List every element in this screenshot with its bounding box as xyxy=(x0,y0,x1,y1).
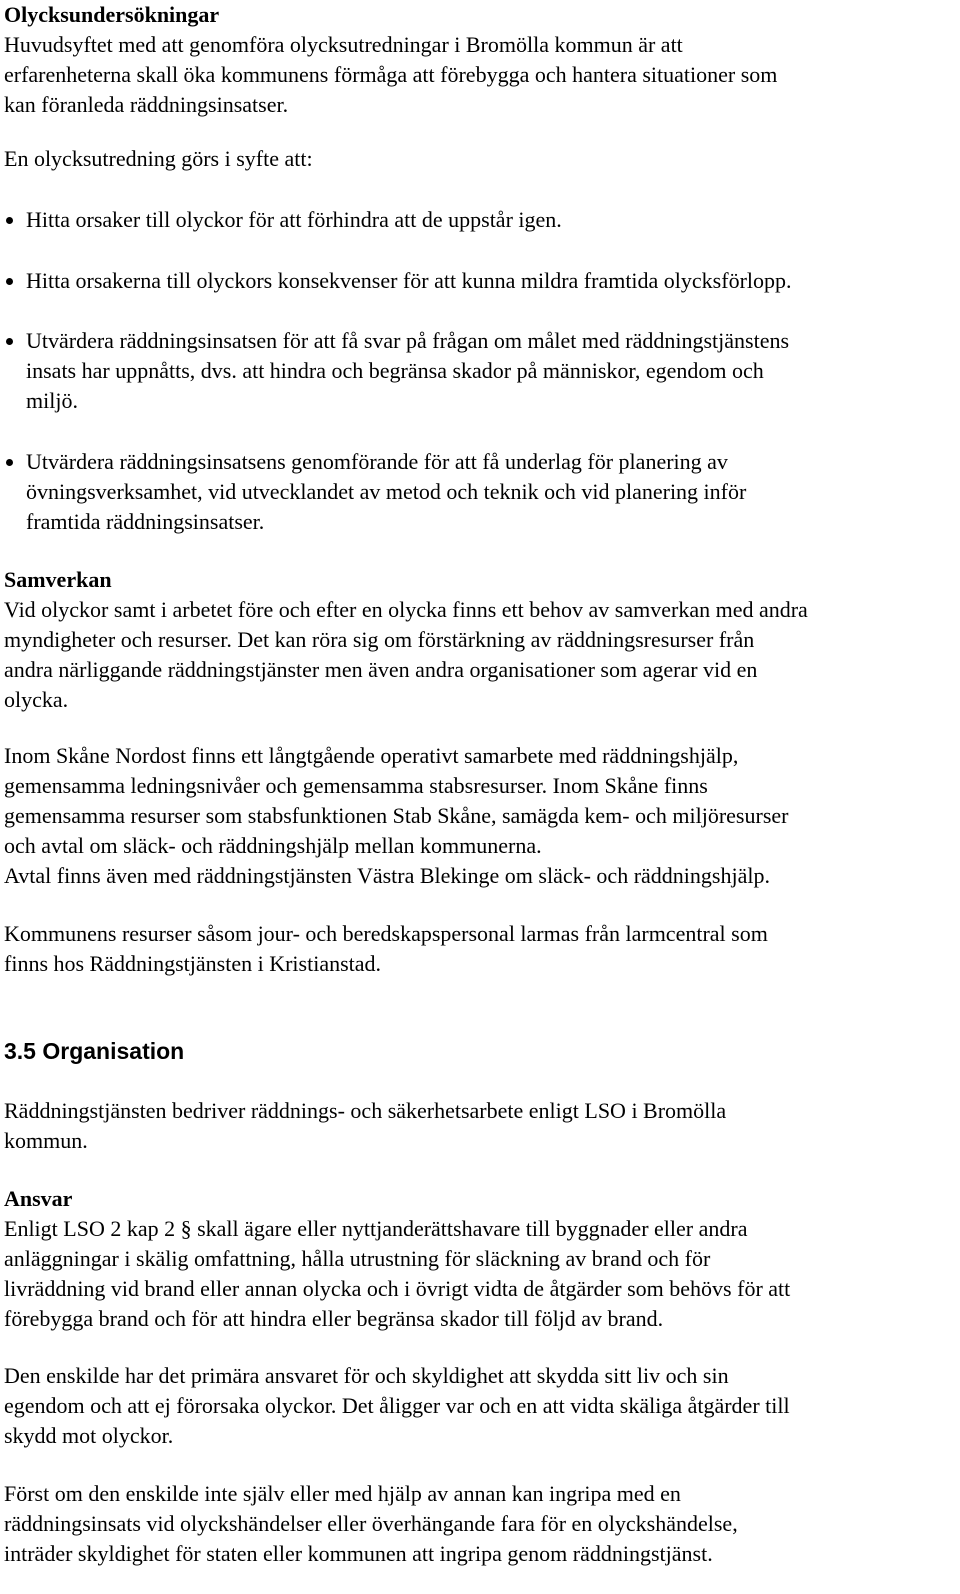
section-olycksundersokningar xyxy=(4,0,954,120)
paragraph-line: kommun. xyxy=(4,1128,88,1153)
paragraph-line: skydd mot olyckor. xyxy=(4,1423,174,1448)
paragraph-line: anläggningar i skälig omfattning, hålla utrustning för släckning av brand och för xyxy=(4,1246,711,1271)
section-heading: Samverkan xyxy=(4,567,112,592)
paragraph-line: andra närliggande räddningstjänster men även andra organisationer som agerar vid en xyxy=(4,657,758,682)
paragraph-line: Huvudsyftet med att genomföra olycksutredningar i Bromölla kommun är att xyxy=(4,32,683,57)
paragraph-line: Kommunens resurser såsom jour- och beredskapspersonal larmas från larmcentral som xyxy=(4,921,768,946)
list-item-line: Hitta orsakerna till olyckors konsekvenser för att kunna mildra framtida olycksförlopp. xyxy=(26,268,792,293)
paragraph xyxy=(4,144,954,174)
paragraph-line: egendom och att ej förorsaka olyckor. Det åligger var och en att vidta skäliga åtgärder till xyxy=(4,1393,790,1418)
paragraph-line: Först om den enskilde inte själv eller med hjälp av annan kan ingripa med en xyxy=(4,1481,681,1506)
paragraph-line: livräddning vid brand eller annan olycka och i övrigt vidta de åtgärder som behövs för att xyxy=(4,1276,791,1301)
bullet-icon xyxy=(4,205,22,235)
paragraph-line: myndigheter och resurser. Det kan röra sig om förstärkning av räddningsresurser från xyxy=(4,627,755,652)
paragraph-line: Avtal finns även med räddningstjänsten Västra Blekinge om släck- och räddningshjälp. xyxy=(4,863,770,888)
paragraph-line: förebygga brand och för att hindra eller begränsa skador till följd av brand. xyxy=(4,1306,664,1331)
paragraph xyxy=(4,1479,954,1569)
paragraph-line: inträder skyldighet för staten eller kommunen att ingripa genom räddningstjänst. xyxy=(4,1541,713,1566)
list-item-line: miljö. xyxy=(26,388,78,413)
paragraph-line: Vid olyckor samt i arbetet före och efter en olycka finns ett behov av samverkan med andra xyxy=(4,597,808,622)
list-item-line: framtida räddningsinsatser. xyxy=(26,509,265,534)
paragraph-line: gemensamma resurser som stabsfunktionen Stab Skåne, samägda kem- och miljöresurser xyxy=(4,803,789,828)
paragraph-line: räddningsinsats vid olyckshändelser eller överhängande fara för en olyckshändelse, xyxy=(4,1511,738,1536)
paragraph-line: En olycksutredning görs i syfte att: xyxy=(4,146,313,171)
paragraph-line: Inom Skåne Nordost finns ett långtgående operativt samarbete med räddningshjälp, xyxy=(4,743,739,768)
paragraph-line: kan föranleda räddningsinsatser. xyxy=(4,92,289,117)
paragraph xyxy=(4,919,954,979)
bullet-icon xyxy=(4,266,22,296)
section-heading: Ansvar xyxy=(4,1186,73,1211)
list-item-line: Hitta orsaker till olyckor för att förhindra att de uppstår igen. xyxy=(26,207,562,232)
section-organisation xyxy=(4,1036,954,1066)
bullet-icon xyxy=(4,447,22,477)
section-heading: Olycksundersökningar xyxy=(4,2,220,27)
section-heading: 3.5 Organisation xyxy=(4,1038,185,1064)
paragraph-line: Enligt LSO 2 kap 2 § skall ägare eller nyttjanderättshavare till byggnader eller andra xyxy=(4,1216,748,1241)
bullet-icon xyxy=(4,326,22,356)
paragraph xyxy=(4,1096,954,1156)
paragraph-line: Räddningstjänsten bedriver räddnings- och säkerhetsarbete enligt LSO i Bromölla xyxy=(4,1098,727,1123)
paragraph-line: och avtal om släck- och räddningshjälp mellan kommunerna. xyxy=(4,833,542,858)
section-samverkan xyxy=(4,565,954,715)
list-item-line: övningsverksamhet, vid utvecklandet av metod och teknik och vid planering inför xyxy=(26,479,747,504)
section-ansvar xyxy=(4,1184,954,1334)
paragraph-line: erfarenheterna skall öka kommunens förmåga att förebygga och hantera situationer som xyxy=(4,62,778,87)
list-item-line: Utvärdera räddningsinsatsen för att få svar på frågan om målet med räddningstjänstens xyxy=(26,328,790,353)
paragraph xyxy=(4,741,954,891)
paragraph-line: olycka. xyxy=(4,687,69,712)
list-item-line: insats har uppnåtts, dvs. att hindra och begränsa skador på människor, egendom och xyxy=(26,358,764,383)
paragraph-line: finns hos Räddningstjänsten i Kristianstad. xyxy=(4,951,382,976)
list-item-line: Utvärdera räddningsinsatsens genomförande för att få underlag för planering av xyxy=(26,449,728,474)
paragraph-line: Den enskilde har det primära ansvaret för och skyldighet att skydda sitt liv och sin xyxy=(4,1363,729,1388)
paragraph xyxy=(4,1361,954,1451)
paragraph-line: gemensamma ledningsnivåer och gemensamma stabsresurser. Inom Skåne finns xyxy=(4,773,708,798)
